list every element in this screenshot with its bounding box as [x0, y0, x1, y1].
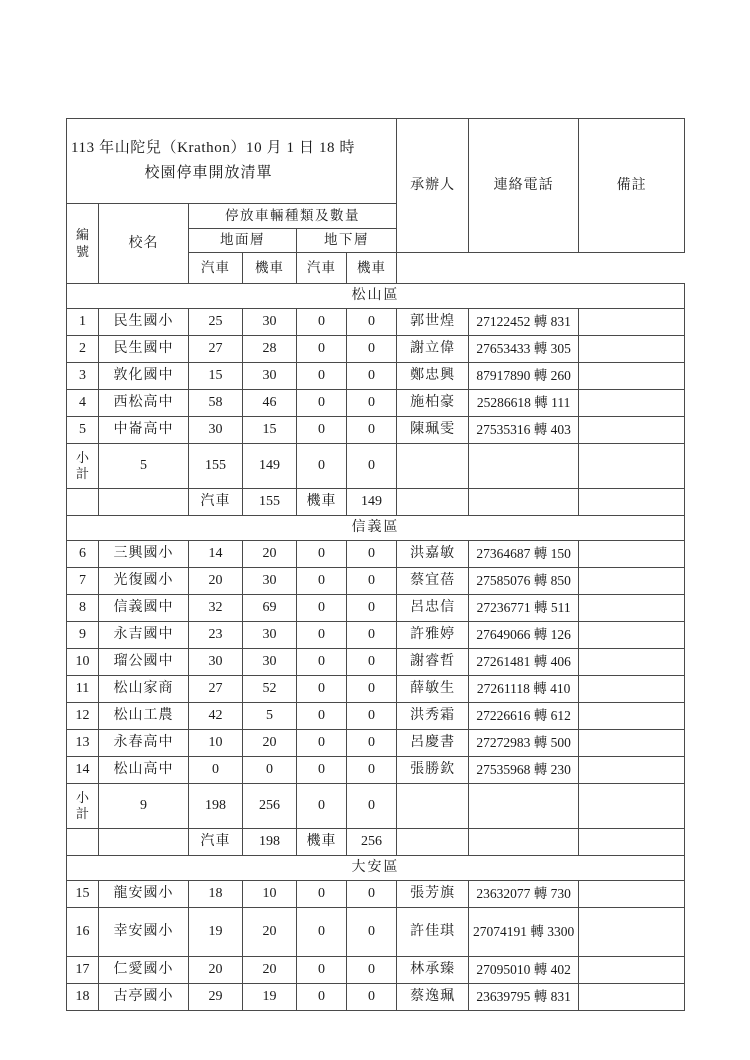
- row-contact-phone: 27653433 轉 305: [469, 336, 579, 363]
- row-contact-person: 林承臻: [397, 957, 469, 984]
- total-moto-tag: 機車: [297, 829, 347, 856]
- row-ground-moto: 20: [243, 908, 297, 957]
- row-number: 17: [67, 957, 99, 984]
- row-school-name: 永春高中: [99, 730, 189, 757]
- table-row: [67, 649, 685, 676]
- total-moto-value: 149: [347, 489, 397, 516]
- subtotal-remark-blank: [579, 784, 685, 829]
- row-under-car: 0: [297, 649, 347, 676]
- row-number: 18: [67, 984, 99, 1011]
- row-contact-phone: 25286618 轉 111: [469, 390, 579, 417]
- row-under-moto: 0: [347, 908, 397, 957]
- row-under-car: 0: [297, 363, 347, 390]
- table-row: [67, 730, 685, 757]
- header-vehicle-group: 停放車輛種類及數量: [189, 204, 397, 229]
- row-under-car: 0: [297, 881, 347, 908]
- row-ground-car: 20: [189, 568, 243, 595]
- parking-open-list-table: [66, 118, 685, 1011]
- row-number: 9: [67, 622, 99, 649]
- header-ground-car: 汽車: [189, 253, 243, 284]
- table-row: [67, 417, 685, 444]
- row-contact-phone: 27535968 轉 230: [469, 757, 579, 784]
- subtotal-label: [67, 444, 99, 489]
- row-school-name: 民生國小: [99, 309, 189, 336]
- row-under-car: 0: [297, 703, 347, 730]
- row-contact-person: 謝睿哲: [397, 649, 469, 676]
- row-remark: [579, 568, 685, 595]
- total-line-school-blank: [99, 489, 189, 516]
- row-school-name: 光復國小: [99, 568, 189, 595]
- row-under-moto: 0: [347, 957, 397, 984]
- row-number: 15: [67, 881, 99, 908]
- row-under-moto: 0: [347, 984, 397, 1011]
- total-line-phone-blank: [469, 489, 579, 516]
- row-ground-car: 0: [189, 757, 243, 784]
- row-ground-car: 15: [189, 363, 243, 390]
- subtotal-label-char-2: 計: [75, 466, 89, 481]
- row-remark: [579, 649, 685, 676]
- subtotal-ground-moto: 256: [243, 784, 297, 829]
- row-number: 8: [67, 595, 99, 622]
- row-school-name: 龍安國小: [99, 881, 189, 908]
- header-under-car: 汽車: [297, 253, 347, 284]
- row-remark: [579, 984, 685, 1011]
- table-row: [67, 757, 685, 784]
- row-ground-car: 18: [189, 881, 243, 908]
- row-remark: [579, 730, 685, 757]
- header-under-moto: 機車: [347, 253, 397, 284]
- row-number: 12: [67, 703, 99, 730]
- row-ground-car: 32: [189, 595, 243, 622]
- row-under-moto: 0: [347, 363, 397, 390]
- row-school-name: 幸安國小: [99, 908, 189, 957]
- table-row: [67, 568, 685, 595]
- total-line-school-blank: [99, 829, 189, 856]
- row-number: 7: [67, 568, 99, 595]
- row-contact-person: 洪秀霜: [397, 703, 469, 730]
- row-school-name: 松山工農: [99, 703, 189, 730]
- row-school-name: 敦化國中: [99, 363, 189, 390]
- row-number: 4: [67, 390, 99, 417]
- row-remark: [579, 676, 685, 703]
- table-row: [67, 676, 685, 703]
- subtotal-row: [67, 444, 685, 489]
- row-under-moto: 0: [347, 757, 397, 784]
- row-ground-moto: 20: [243, 730, 297, 757]
- row-under-moto: 0: [347, 649, 397, 676]
- row-ground-moto: 30: [243, 622, 297, 649]
- row-remark: [579, 417, 685, 444]
- row-contact-person: 許佳琪: [397, 908, 469, 957]
- row-contact-person: 施柏豪: [397, 390, 469, 417]
- row-ground-car: 29: [189, 984, 243, 1011]
- subtotal-label: [67, 784, 99, 829]
- row-ground-car: 27: [189, 676, 243, 703]
- row-under-car: 0: [297, 336, 347, 363]
- row-ground-moto: 30: [243, 363, 297, 390]
- subtotal-under-moto: 0: [347, 784, 397, 829]
- row-remark: [579, 336, 685, 363]
- district-name: 松山區: [67, 284, 685, 309]
- row-under-moto: 0: [347, 309, 397, 336]
- row-ground-car: 30: [189, 417, 243, 444]
- row-ground-moto: 30: [243, 568, 297, 595]
- row-ground-car: 58: [189, 390, 243, 417]
- row-contact-phone: 27095010 轉 402: [469, 957, 579, 984]
- row-ground-moto: 20: [243, 957, 297, 984]
- header-phone: 連絡電話: [469, 119, 579, 253]
- total-line-person-blank: [397, 489, 469, 516]
- table-row: [67, 541, 685, 568]
- row-contact-phone: 23639795 轉 831: [469, 984, 579, 1011]
- total-line-no-blank: [67, 489, 99, 516]
- row-under-car: 0: [297, 568, 347, 595]
- subtotal-phone-blank: [469, 784, 579, 829]
- header-ground-level: 地面層: [189, 229, 297, 253]
- row-remark: [579, 390, 685, 417]
- table-row: [67, 390, 685, 417]
- row-ground-car: 20: [189, 957, 243, 984]
- row-number: 10: [67, 649, 99, 676]
- subtotal-under-car: 0: [297, 784, 347, 829]
- row-under-car: 0: [297, 390, 347, 417]
- district-banner-row: [67, 856, 685, 881]
- row-contact-person: 呂忠信: [397, 595, 469, 622]
- row-school-name: 永吉國中: [99, 622, 189, 649]
- title-line-2: 校園停車開放清單: [144, 165, 273, 181]
- row-ground-moto: 5: [243, 703, 297, 730]
- total-moto-tag: 機車: [297, 489, 347, 516]
- row-contact-person: 蔡逸珮: [397, 984, 469, 1011]
- document-title-cell: [67, 119, 397, 204]
- row-ground-car: 10: [189, 730, 243, 757]
- table-row: [67, 595, 685, 622]
- row-contact-phone: 87917890 轉 260: [469, 363, 579, 390]
- row-ground-car: 14: [189, 541, 243, 568]
- row-remark: [579, 309, 685, 336]
- row-under-car: 0: [297, 622, 347, 649]
- row-contact-phone: 27236771 轉 511: [469, 595, 579, 622]
- total-line-phone-blank: [469, 829, 579, 856]
- row-ground-moto: 19: [243, 984, 297, 1011]
- row-ground-moto: 0: [243, 757, 297, 784]
- subtotal-school-count: 5: [99, 444, 189, 489]
- header-ground-moto: 機車: [243, 253, 297, 284]
- row-contact-person: 呂慶書: [397, 730, 469, 757]
- row-ground-car: 25: [189, 309, 243, 336]
- row-remark: [579, 881, 685, 908]
- subtotal-under-moto: 0: [347, 444, 397, 489]
- row-school-name: 松山家商: [99, 676, 189, 703]
- table-row: [67, 703, 685, 730]
- total-line-row: [67, 829, 685, 856]
- subtotal-remark-blank: [579, 444, 685, 489]
- row-under-moto: 0: [347, 417, 397, 444]
- row-under-moto: 0: [347, 622, 397, 649]
- subtotal-phone-blank: [469, 444, 579, 489]
- subtotal-row: [67, 784, 685, 829]
- header-no-char-1: 編: [75, 227, 89, 243]
- row-under-car: 0: [297, 541, 347, 568]
- header-no-char-2: 號: [75, 243, 89, 259]
- row-ground-moto: 30: [243, 309, 297, 336]
- row-school-name: 仁愛國小: [99, 957, 189, 984]
- table-row: [67, 881, 685, 908]
- row-contact-phone: 27261118 轉 410: [469, 676, 579, 703]
- row-contact-person: 薛敏生: [397, 676, 469, 703]
- row-number: 13: [67, 730, 99, 757]
- row-number: 6: [67, 541, 99, 568]
- row-school-name: 民生國中: [99, 336, 189, 363]
- row-contact-person: 郭世煌: [397, 309, 469, 336]
- total-line-row: [67, 489, 685, 516]
- row-contact-phone: 27535316 轉 403: [469, 417, 579, 444]
- header-under-level: 地下層: [297, 229, 397, 253]
- subtotal-under-car: 0: [297, 444, 347, 489]
- row-under-moto: 0: [347, 568, 397, 595]
- row-ground-moto: 46: [243, 390, 297, 417]
- parking-list-sheet: [66, 118, 684, 1011]
- district-name: 大安區: [67, 856, 685, 881]
- row-remark: [579, 757, 685, 784]
- row-contact-phone: 27272983 轉 500: [469, 730, 579, 757]
- row-ground-car: 23: [189, 622, 243, 649]
- row-number: 14: [67, 757, 99, 784]
- row-under-moto: 0: [347, 730, 397, 757]
- row-under-car: 0: [297, 595, 347, 622]
- row-under-moto: 0: [347, 703, 397, 730]
- subtotal-label-char-1: 小: [75, 450, 89, 466]
- row-remark: [579, 363, 685, 390]
- total-line-remark-blank: [579, 489, 685, 516]
- row-ground-car: 42: [189, 703, 243, 730]
- row-contact-phone: 27261481 轉 406: [469, 649, 579, 676]
- row-school-name: 信義國中: [99, 595, 189, 622]
- subtotal-school-count: 9: [99, 784, 189, 829]
- row-school-name: 三興國小: [99, 541, 189, 568]
- title-line-1: 113 年山陀兒（Krathon）10 月 1 日 18 時: [71, 140, 356, 157]
- subtotal-label-char-1: 小: [75, 790, 89, 806]
- row-under-moto: 0: [347, 676, 397, 703]
- header-school: 校名: [99, 204, 189, 284]
- row-contact-person: 謝立偉: [397, 336, 469, 363]
- row-remark: [579, 622, 685, 649]
- subtotal-ground-car: 198: [189, 784, 243, 829]
- district-banner-row: [67, 516, 685, 541]
- row-under-car: 0: [297, 417, 347, 444]
- total-car-value: 198: [243, 829, 297, 856]
- row-ground-moto: 52: [243, 676, 297, 703]
- district-name: 信義區: [67, 516, 685, 541]
- row-contact-person: 張芳旗: [397, 881, 469, 908]
- total-car-tag: 汽車: [189, 489, 243, 516]
- row-school-name: 中崙高中: [99, 417, 189, 444]
- table-row: [67, 309, 685, 336]
- table-row: [67, 363, 685, 390]
- row-school-name: 松山高中: [99, 757, 189, 784]
- table-row: [67, 908, 685, 957]
- table-row: [67, 957, 685, 984]
- row-contact-phone: 27074191 轉 3300: [469, 908, 579, 957]
- row-contact-person: 蔡宜蓓: [397, 568, 469, 595]
- row-ground-moto: 10: [243, 881, 297, 908]
- subtotal-person-blank: [397, 784, 469, 829]
- row-number: 11: [67, 676, 99, 703]
- row-under-moto: 0: [347, 390, 397, 417]
- row-number: 3: [67, 363, 99, 390]
- row-school-name: 瑠公國中: [99, 649, 189, 676]
- total-line-remark-blank: [579, 829, 685, 856]
- row-under-car: 0: [297, 957, 347, 984]
- row-contact-person: 洪嘉敏: [397, 541, 469, 568]
- table-row: [67, 984, 685, 1011]
- row-contact-person: 許雅婷: [397, 622, 469, 649]
- table-row: [67, 622, 685, 649]
- row-remark: [579, 595, 685, 622]
- row-number: 2: [67, 336, 99, 363]
- row-under-car: 0: [297, 309, 347, 336]
- row-contact-phone: 23632077 轉 730: [469, 881, 579, 908]
- row-ground-car: 19: [189, 908, 243, 957]
- row-ground-moto: 30: [243, 649, 297, 676]
- row-under-moto: 0: [347, 881, 397, 908]
- row-contact-phone: 27649066 轉 126: [469, 622, 579, 649]
- row-contact-phone: 27364687 轉 150: [469, 541, 579, 568]
- row-number: 5: [67, 417, 99, 444]
- header-person: 承辦人: [397, 119, 469, 253]
- row-number: 16: [67, 908, 99, 957]
- row-contact-person: 張勝欽: [397, 757, 469, 784]
- row-ground-car: 30: [189, 649, 243, 676]
- row-under-car: 0: [297, 984, 347, 1011]
- row-remark: [579, 541, 685, 568]
- row-contact-person: 陳珮雯: [397, 417, 469, 444]
- subtotal-person-blank: [397, 444, 469, 489]
- row-contact-phone: 27122452 轉 831: [469, 309, 579, 336]
- row-remark: [579, 957, 685, 984]
- row-ground-moto: 15: [243, 417, 297, 444]
- row-number: 1: [67, 309, 99, 336]
- row-ground-moto: 28: [243, 336, 297, 363]
- total-car-value: 155: [243, 489, 297, 516]
- total-car-tag: 汽車: [189, 829, 243, 856]
- row-contact-phone: 27585076 轉 850: [469, 568, 579, 595]
- table-body: [67, 119, 685, 1011]
- row-ground-moto: 20: [243, 541, 297, 568]
- row-under-moto: 0: [347, 336, 397, 363]
- row-remark: [579, 703, 685, 730]
- row-contact-person: 鄭忠興: [397, 363, 469, 390]
- table-row: [67, 336, 685, 363]
- total-line-no-blank: [67, 829, 99, 856]
- row-under-moto: 0: [347, 541, 397, 568]
- subtotal-label-char-2: 計: [75, 806, 89, 821]
- row-ground-car: 27: [189, 336, 243, 363]
- row-school-name: 西松高中: [99, 390, 189, 417]
- header-no: [67, 204, 99, 284]
- row-under-car: 0: [297, 676, 347, 703]
- row-under-moto: 0: [347, 595, 397, 622]
- row-under-car: 0: [297, 908, 347, 957]
- header-remark: 備註: [579, 119, 685, 253]
- row-school-name: 古亭國小: [99, 984, 189, 1011]
- total-moto-value: 256: [347, 829, 397, 856]
- row-remark: [579, 908, 685, 957]
- total-line-person-blank: [397, 829, 469, 856]
- subtotal-ground-moto: 149: [243, 444, 297, 489]
- row-contact-phone: 27226616 轉 612: [469, 703, 579, 730]
- subtotal-ground-car: 155: [189, 444, 243, 489]
- district-banner-row: [67, 284, 685, 309]
- row-ground-moto: 69: [243, 595, 297, 622]
- row-under-car: 0: [297, 730, 347, 757]
- row-under-car: 0: [297, 757, 347, 784]
